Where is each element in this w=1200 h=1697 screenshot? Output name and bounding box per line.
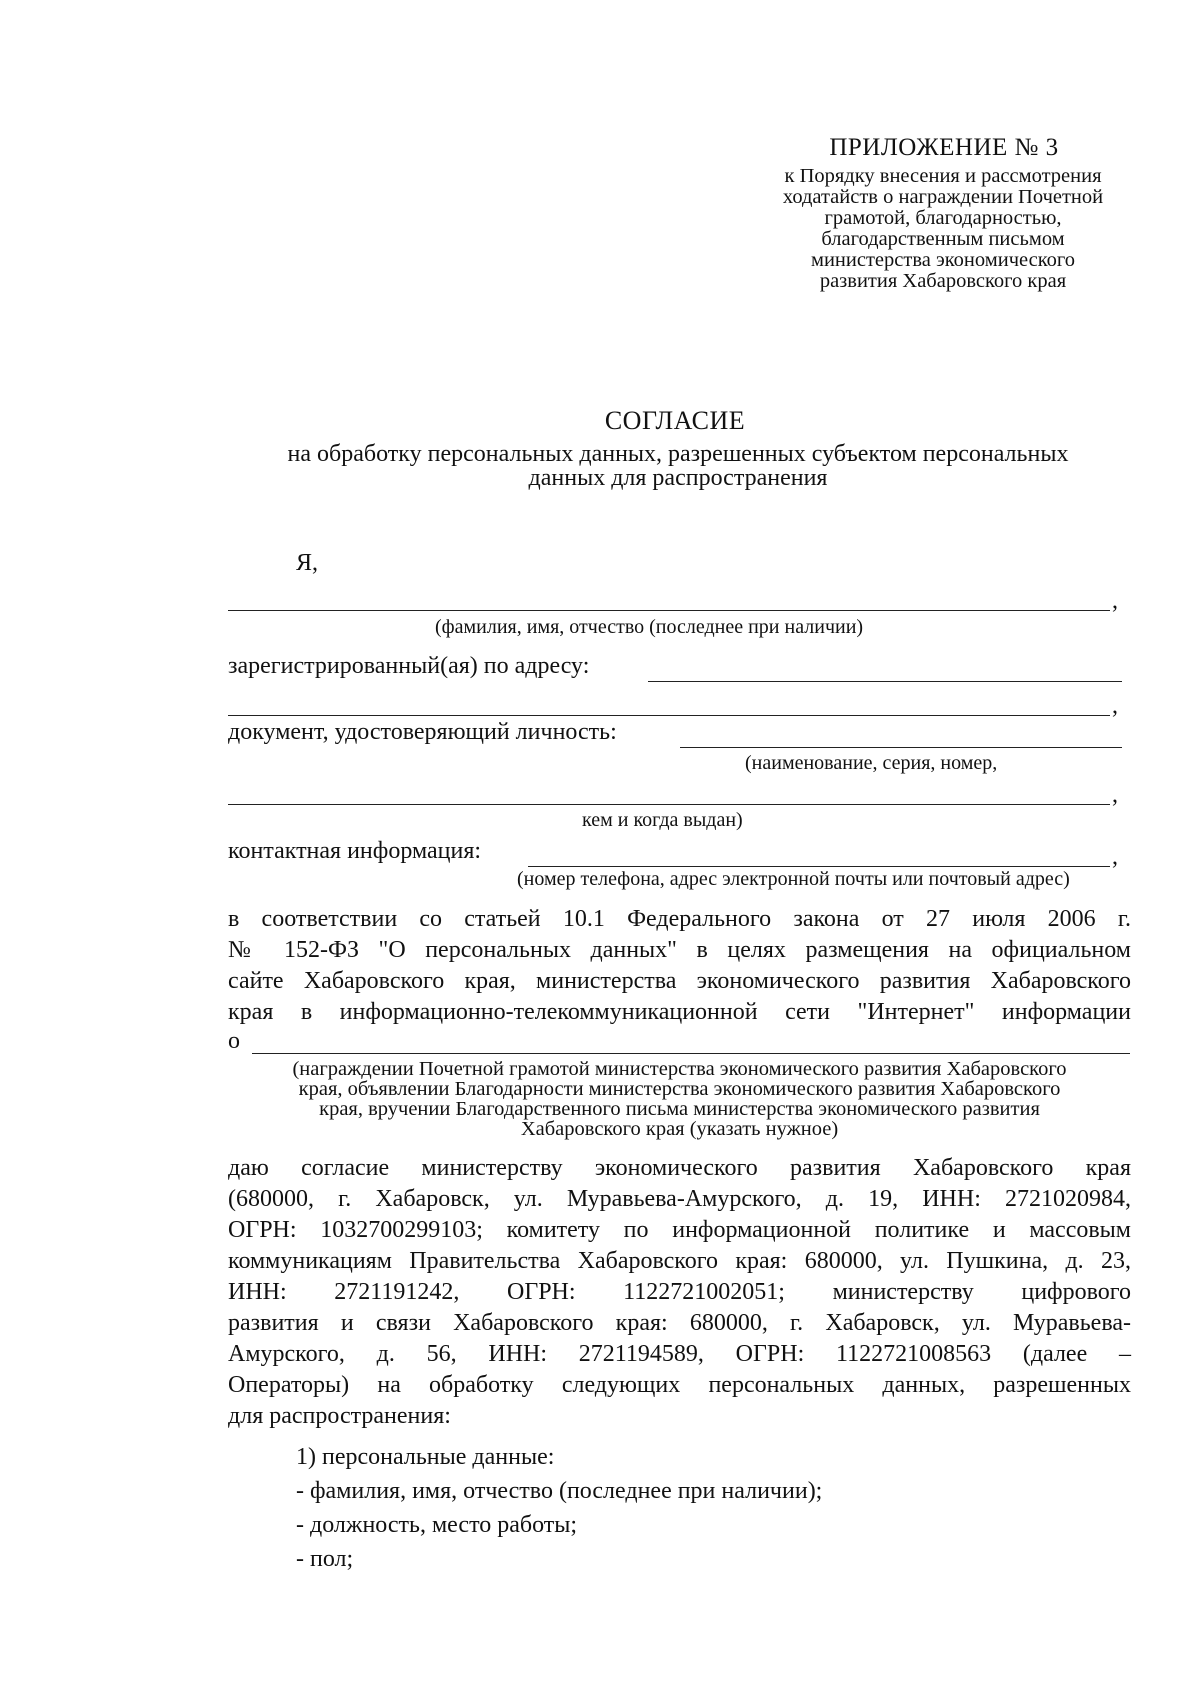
- contact-comma: ,: [1112, 844, 1118, 870]
- paragraph-line: края в информационно-телекоммуникационной сети "Интернет" информации: [228, 999, 1131, 1025]
- address-field-2[interactable]: [228, 715, 1110, 716]
- paragraph-line: Амурского, д. 56, ИНН: 2721194589, ОГРН: 1122721008563 (далее –: [228, 1341, 1131, 1367]
- fio-field[interactable]: [228, 610, 1110, 611]
- document-hint-issued: кем и когда выдан): [582, 809, 743, 831]
- list-item: - пол;: [296, 1546, 354, 1572]
- paragraph-line: даю согласие министерству экономического развития Хабаровского края: [228, 1155, 1131, 1181]
- award-field[interactable]: [252, 1053, 1130, 1054]
- paragraph-line: ИНН: 2721191242, ОГРН: 1122721002051; министерству цифрового: [228, 1279, 1131, 1305]
- note-line: Хабаровского края (указать нужное): [520, 1118, 839, 1140]
- address-field[interactable]: [648, 681, 1122, 682]
- address-comma: ,: [1112, 693, 1118, 719]
- paragraph-line: сайте Хабаровского края, министерства экономического развития Хабаровского: [228, 968, 1131, 994]
- document-title: СОГЛАСИЕ: [604, 406, 746, 435]
- award-note: [228, 1059, 1131, 1139]
- document-comma: ,: [1112, 782, 1118, 808]
- appendix-line: благодарственным письмом: [821, 228, 1065, 250]
- contact-label: контактная информация:: [228, 838, 482, 864]
- consent-paragraph: [228, 1153, 1131, 1432]
- i-label: Я,: [296, 550, 319, 576]
- subtitle-line: на обработку персональных данных, разрешенных субъектом персональных: [287, 441, 1069, 467]
- appendix-line: министерства экономического: [810, 249, 1076, 271]
- contact-hint: (номер телефона, адрес электронной почты или почтовый адрес): [517, 868, 1070, 890]
- contact-field[interactable]: [528, 866, 1110, 867]
- paragraph-line: Операторы) на обработку следующих персональных данных, разрешенных: [228, 1372, 1131, 1398]
- note-line: края, вручении Благодарственного письма министерства экономического развития: [319, 1098, 1040, 1120]
- about-letter: о: [228, 1028, 240, 1054]
- paragraph-line: № 152-ФЗ "О персональных данных" в целях размещения на официальном: [228, 937, 1131, 963]
- appendix-line: грамотой, благодарностью,: [824, 207, 1062, 229]
- appendix-title: ПРИЛОЖЕНИЕ № 3: [829, 134, 1059, 161]
- document-label: документ, удостоверяющий личность:: [228, 719, 617, 745]
- paragraph-line: для распространения:: [228, 1403, 451, 1429]
- list-item: - фамилия, имя, отчество (последнее при наличии);: [296, 1478, 823, 1504]
- personal-data-list: [296, 1440, 822, 1576]
- address-label: зарегистрированный(ая) по адресу:: [228, 653, 590, 679]
- fio-hint: (фамилия, имя, отчество (последнее при наличии): [435, 616, 864, 638]
- document-hint: (наименование, серия, номер,: [745, 752, 998, 774]
- note-line: края, объявлении Благодарности министерства экономического развития Хабаровского: [298, 1078, 1061, 1100]
- subtitle-line: данных для распространения: [528, 465, 828, 491]
- paragraph-line: (680000, г. Хабаровск, ул. Муравьева-Амурского, д. 19, ИНН: 2721020984,: [228, 1186, 1131, 1212]
- list-item: - должность, место работы;: [296, 1512, 578, 1538]
- list-item: 1) персональные данные:: [296, 1444, 555, 1470]
- appendix-text: [748, 166, 1138, 292]
- appendix-line: к Порядку внесения и рассмотрения: [784, 165, 1102, 187]
- paragraph-line: в соответствии со статьей 10.1 Федерального закона от 27 июля 2006 г.: [228, 906, 1131, 932]
- note-line: (награждении Почетной грамотой министерства экономического развития Хабаровского: [292, 1058, 1067, 1080]
- appendix-line: развития Хабаровского края: [819, 270, 1067, 292]
- document-field-2[interactable]: [228, 804, 1110, 805]
- paragraph-line: ОГРН: 1032700299103; комитету по информационной политике и массовым: [228, 1217, 1131, 1243]
- document-field[interactable]: [680, 747, 1122, 748]
- fio-comma: ,: [1112, 588, 1118, 614]
- paragraph-line: развития и связи Хабаровского края: 680000, г. Хабаровск, ул. Муравьева-: [228, 1310, 1131, 1336]
- law-paragraph: [228, 904, 1131, 1028]
- appendix-line: ходатайств о награждении Почетной: [782, 186, 1104, 208]
- document-subtitle: [228, 442, 1128, 490]
- paragraph-line: коммуникациям Правительства Хабаровского края: 680000, ул. Пушкина, д. 23,: [228, 1248, 1131, 1274]
